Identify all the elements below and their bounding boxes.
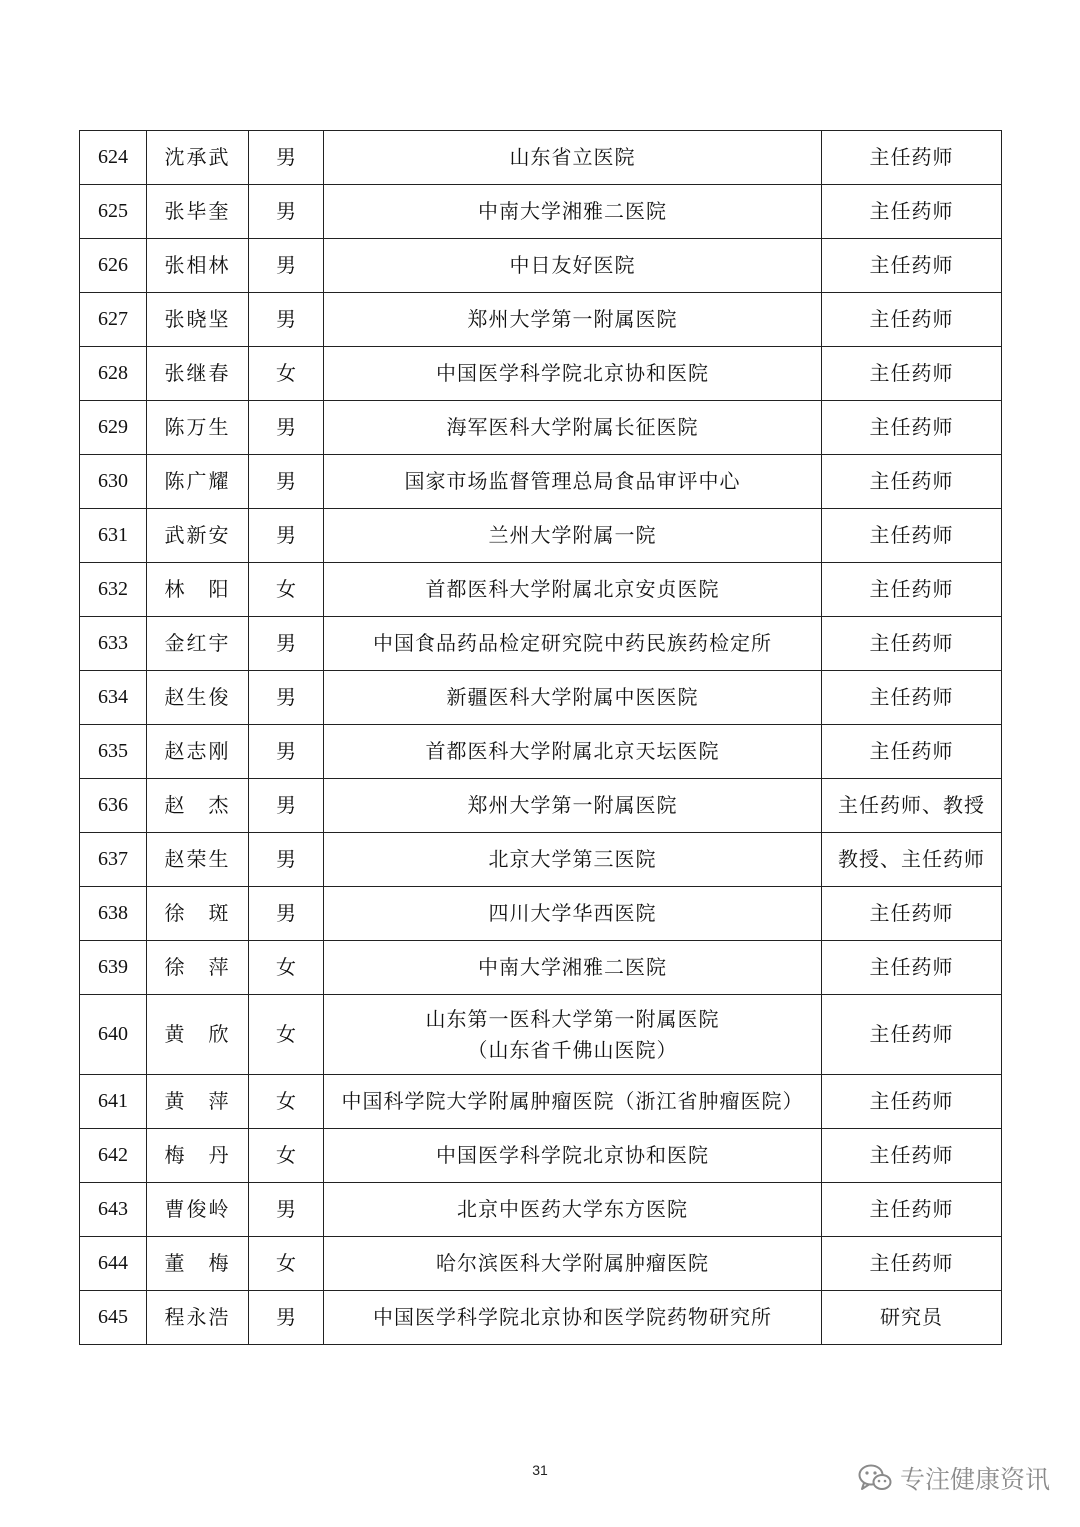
row-unit-line: 中国医学科学院北京协和医学院药物研究所 — [373, 1305, 772, 1329]
row-gender: 男 — [249, 1183, 324, 1237]
table-row — [80, 1129, 1002, 1183]
row-number: 629 — [80, 401, 147, 455]
row-gender: 女 — [249, 347, 324, 401]
row-name: 张继春 — [147, 347, 249, 401]
row-gender: 女 — [249, 995, 324, 1075]
row-name: 徐 斑 — [147, 887, 249, 941]
row-title: 研究员 — [822, 1291, 1002, 1345]
row-title: 主任药师 — [822, 1237, 1002, 1291]
table-row — [80, 293, 1002, 347]
row-gender: 男 — [249, 131, 324, 185]
row-number: 630 — [80, 455, 147, 509]
row-unit-line: 中国食品药品检定研究院中药民族药检定所 — [373, 631, 772, 655]
row-title: 主任药师、教授 — [822, 779, 1002, 833]
row-number: 642 — [80, 1129, 147, 1183]
row-unit — [324, 671, 822, 725]
expert-roster-table — [79, 130, 1002, 1345]
row-number: 632 — [80, 563, 147, 617]
page-number: 31 — [532, 1462, 548, 1478]
wechat-icon — [858, 1463, 892, 1493]
row-title: 主任药师 — [822, 617, 1002, 671]
table-row — [80, 725, 1002, 779]
table-row — [80, 131, 1002, 185]
row-name: 张毕奎 — [147, 185, 249, 239]
row-unit — [324, 185, 822, 239]
row-title: 主任药师 — [822, 239, 1002, 293]
row-title: 主任药师 — [822, 671, 1002, 725]
row-name: 程永浩 — [147, 1291, 249, 1345]
row-title: 主任药师 — [822, 1075, 1002, 1129]
row-unit-line: 北京大学第三医院 — [488, 847, 657, 871]
row-number: 641 — [80, 1075, 147, 1129]
watermark — [858, 1460, 1050, 1496]
row-unit-line: 中国医学科学院北京协和医院 — [436, 1143, 709, 1167]
row-name: 金红宇 — [147, 617, 249, 671]
row-unit — [324, 887, 822, 941]
row-number: 638 — [80, 887, 147, 941]
row-unit-line: 四川大学华西医院 — [488, 901, 657, 925]
table-row — [80, 347, 1002, 401]
row-title: 主任药师 — [822, 509, 1002, 563]
row-unit-line: 中南大学湘雅二医院 — [478, 199, 667, 223]
row-unit-line: 海军医科大学附属长征医院 — [446, 415, 699, 439]
row-name: 武新安 — [147, 509, 249, 563]
row-gender: 男 — [249, 617, 324, 671]
table-row — [80, 671, 1002, 725]
row-unit — [324, 239, 822, 293]
row-number: 631 — [80, 509, 147, 563]
row-title: 主任药师 — [822, 995, 1002, 1075]
row-unit — [324, 995, 822, 1075]
row-title: 主任药师 — [822, 401, 1002, 455]
row-unit — [324, 131, 822, 185]
row-title: 主任药师 — [822, 131, 1002, 185]
row-number: 635 — [80, 725, 147, 779]
row-unit-line: 北京中医药大学东方医院 — [457, 1197, 688, 1221]
row-gender: 男 — [249, 293, 324, 347]
row-unit-line: 中国医学科学院北京协和医院 — [436, 361, 709, 385]
table-row — [80, 563, 1002, 617]
row-name: 黄 萍 — [147, 1075, 249, 1129]
row-gender: 男 — [249, 887, 324, 941]
row-gender: 男 — [249, 455, 324, 509]
row-name: 陈广耀 — [147, 455, 249, 509]
row-unit — [324, 293, 822, 347]
row-gender: 男 — [249, 833, 324, 887]
table-row — [80, 833, 1002, 887]
row-number: 625 — [80, 185, 147, 239]
row-unit — [324, 1075, 822, 1129]
row-number: 634 — [80, 671, 147, 725]
table-row — [80, 995, 1002, 1075]
row-name: 张相林 — [147, 239, 249, 293]
row-unit — [324, 1129, 822, 1183]
row-unit-line: （山东省千佛山医院） — [467, 1037, 678, 1062]
table-row — [80, 941, 1002, 995]
row-unit — [324, 347, 822, 401]
table-row — [80, 617, 1002, 671]
row-unit-line: 山东第一医科大学第一附属医院 — [425, 1006, 720, 1031]
row-gender: 男 — [249, 185, 324, 239]
row-number: 636 — [80, 779, 147, 833]
row-name: 张晓坚 — [147, 293, 249, 347]
row-title: 主任药师 — [822, 347, 1002, 401]
row-gender: 女 — [249, 1075, 324, 1129]
row-unit-line: 兰州大学附属一院 — [488, 523, 657, 547]
row-title: 主任药师 — [822, 455, 1002, 509]
row-unit — [324, 455, 822, 509]
table-row — [80, 779, 1002, 833]
table-row — [80, 1075, 1002, 1129]
row-name: 徐 萍 — [147, 941, 249, 995]
row-number: 627 — [80, 293, 147, 347]
row-name: 曹俊岭 — [147, 1183, 249, 1237]
row-gender: 女 — [249, 1237, 324, 1291]
row-number: 640 — [80, 995, 147, 1075]
row-gender: 女 — [249, 941, 324, 995]
row-unit-line: 新疆医科大学附属中医医院 — [446, 685, 699, 709]
row-title: 主任药师 — [822, 1183, 1002, 1237]
row-gender: 男 — [249, 239, 324, 293]
row-unit-line: 国家市场监督管理总局食品审评中心 — [404, 469, 741, 493]
row-title: 主任药师 — [822, 185, 1002, 239]
table-row — [80, 509, 1002, 563]
row-name: 沈承武 — [147, 131, 249, 185]
row-unit-line: 郑州大学第一附属医院 — [467, 793, 678, 817]
row-name: 赵荣生 — [147, 833, 249, 887]
row-unit — [324, 1237, 822, 1291]
row-unit — [324, 833, 822, 887]
row-unit — [324, 1291, 822, 1345]
table-row — [80, 1291, 1002, 1345]
row-title: 教授、主任药师 — [822, 833, 1002, 887]
row-number: 644 — [80, 1237, 147, 1291]
row-gender: 男 — [249, 671, 324, 725]
row-number: 624 — [80, 131, 147, 185]
row-name: 赵志刚 — [147, 725, 249, 779]
row-title: 主任药师 — [822, 563, 1002, 617]
row-unit-line: 首都医科大学附属北京安贞医院 — [425, 577, 720, 601]
row-unit-line: 山东省立医院 — [509, 145, 636, 169]
row-gender: 女 — [249, 1129, 324, 1183]
table-row — [80, 887, 1002, 941]
row-unit-line: 中南大学湘雅二医院 — [478, 955, 667, 979]
row-title: 主任药师 — [822, 1129, 1002, 1183]
row-unit — [324, 401, 822, 455]
row-number: 639 — [80, 941, 147, 995]
row-name: 陈万生 — [147, 401, 249, 455]
row-unit-line: 首都医科大学附属北京天坛医院 — [425, 739, 720, 763]
row-title: 主任药师 — [822, 293, 1002, 347]
row-unit-line: 中日友好医院 — [509, 253, 636, 277]
row-name: 赵生俊 — [147, 671, 249, 725]
row-unit — [324, 509, 822, 563]
row-gender: 男 — [249, 401, 324, 455]
row-name: 赵 杰 — [147, 779, 249, 833]
row-unit-line: 中国科学院大学附属肿瘤医院（浙江省肿瘤医院） — [341, 1089, 804, 1113]
row-gender: 女 — [249, 563, 324, 617]
row-number: 637 — [80, 833, 147, 887]
row-title: 主任药师 — [822, 887, 1002, 941]
row-title: 主任药师 — [822, 941, 1002, 995]
row-name: 黄 欣 — [147, 995, 249, 1075]
roster-table-body — [80, 131, 1002, 1345]
row-unit — [324, 779, 822, 833]
watermark-text: 专注健康资讯 — [899, 1465, 1050, 1494]
row-unit — [324, 725, 822, 779]
row-unit-line: 郑州大学第一附属医院 — [467, 307, 678, 331]
row-unit — [324, 1183, 822, 1237]
row-name: 林 阳 — [147, 563, 249, 617]
row-gender: 男 — [249, 1291, 324, 1345]
table-row — [80, 239, 1002, 293]
row-number: 628 — [80, 347, 147, 401]
row-number: 633 — [80, 617, 147, 671]
row-name: 梅 丹 — [147, 1129, 249, 1183]
table-row — [80, 401, 1002, 455]
row-number: 643 — [80, 1183, 147, 1237]
row-name: 董 梅 — [147, 1237, 249, 1291]
row-title: 主任药师 — [822, 725, 1002, 779]
table-row — [80, 1183, 1002, 1237]
row-unit-line: 哈尔滨医科大学附属肿瘤医院 — [436, 1251, 709, 1275]
row-number: 645 — [80, 1291, 147, 1345]
table-row — [80, 1237, 1002, 1291]
row-unit — [324, 941, 822, 995]
row-gender: 男 — [249, 509, 324, 563]
table-row — [80, 455, 1002, 509]
row-unit — [324, 563, 822, 617]
row-gender: 男 — [249, 779, 324, 833]
row-number: 626 — [80, 239, 147, 293]
row-gender: 男 — [249, 725, 324, 779]
table-row — [80, 185, 1002, 239]
row-unit — [324, 617, 822, 671]
